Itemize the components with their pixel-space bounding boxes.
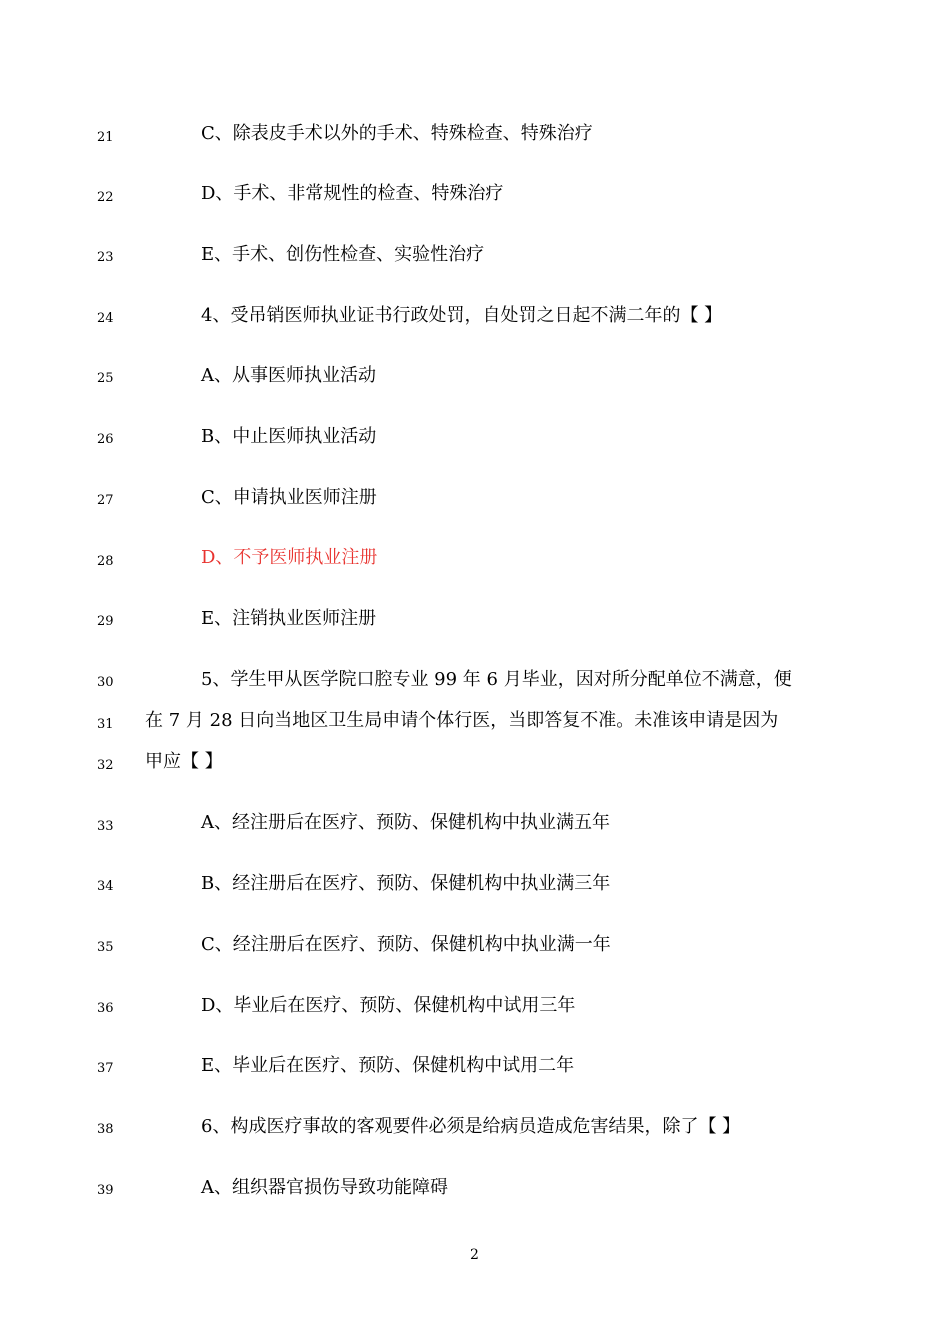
line-number: 36 xyxy=(97,1001,114,1016)
question-text: 甲应【 】 xyxy=(145,751,223,772)
line-number: 31 xyxy=(97,717,114,732)
option-text: A、经注册后在医疗、预防、保健机构中执业满五年 xyxy=(201,812,610,833)
question-text: 5、学生甲从医学院口腔专业 99 年 6 月毕业，因对所分配单位不满意，便 xyxy=(201,669,792,690)
line-number: 25 xyxy=(97,371,114,386)
question-text: 4、受吊销医师执业证书行政处罚，自处罚之日起不满二年的【 】 xyxy=(201,305,723,326)
option-text: C、除表皮手术以外的手术、特殊检查、特殊治疗 xyxy=(201,123,593,144)
option-text: B、中止医师执业活动 xyxy=(201,426,377,447)
line-number: 34 xyxy=(97,879,114,894)
line-number: 30 xyxy=(97,675,114,690)
option-text: B、经注册后在医疗、预防、保健机构中执业满三年 xyxy=(201,873,611,894)
option-text: D、手术、非常规性的检查、特殊治疗 xyxy=(201,183,504,204)
line-number: 39 xyxy=(97,1183,114,1198)
correct-answer-text: D、不予医师执业注册 xyxy=(201,547,378,568)
line-number: 27 xyxy=(97,493,114,508)
option-text: E、手术、创伤性检查、实验性治疗 xyxy=(201,244,485,265)
option-text: C、申请执业医师注册 xyxy=(201,487,377,508)
option-text: A、组织器官损伤导致功能障碍 xyxy=(201,1177,448,1198)
question-text: 在 7 月 28 日向当地区卫生局申请个体行医，当即答复不准。未准该申请是因为 xyxy=(145,710,779,731)
line-number: 23 xyxy=(97,250,114,265)
line-number: 32 xyxy=(97,758,114,773)
page-number: 2 xyxy=(470,1247,479,1263)
question-text: 6、构成医疗事故的客观要件必须是给病员造成危害结果，除了【 】 xyxy=(201,1116,741,1137)
line-number: 37 xyxy=(97,1061,114,1076)
line-number: 26 xyxy=(97,432,114,447)
option-text: E、注销执业医师注册 xyxy=(201,608,377,629)
line-number: 38 xyxy=(97,1122,114,1137)
line-number: 29 xyxy=(97,614,114,629)
line-number: 28 xyxy=(97,554,114,569)
option-text: D、毕业后在医疗、预防、保健机构中试用三年 xyxy=(201,995,576,1016)
line-number: 22 xyxy=(97,190,114,205)
option-text: E、毕业后在医疗、预防、保健机构中试用二年 xyxy=(201,1055,575,1076)
line-number: 24 xyxy=(97,311,114,326)
option-text: C、经注册后在医疗、预防、保健机构中执业满一年 xyxy=(201,934,611,955)
line-number: 21 xyxy=(97,130,114,145)
line-number: 33 xyxy=(97,819,114,834)
line-number: 35 xyxy=(97,940,114,955)
option-text: A、从事医师执业活动 xyxy=(201,365,376,386)
